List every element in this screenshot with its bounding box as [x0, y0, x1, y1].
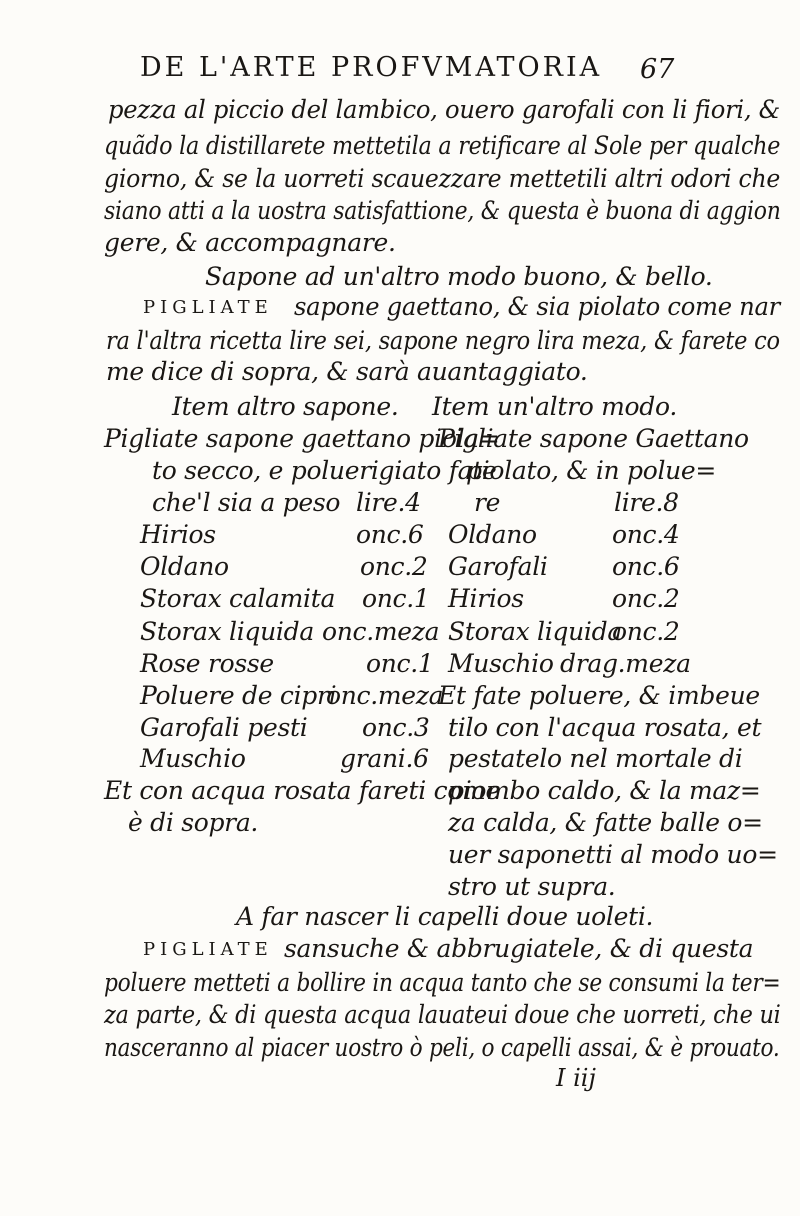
running-title: DE L'ARTE PROFVMATORIA: [140, 52, 603, 83]
text-line: siano atti a la uostra satisfattione, & questa è buona di aggion: [104, 196, 781, 225]
left-ingredient-qty: onc.meza: [322, 617, 440, 646]
left-ingredient-qty: onc.6: [356, 520, 424, 549]
section-heading: A far nascer li capelli doue uoleti.: [236, 902, 654, 931]
signature-mark: I iij: [556, 1064, 596, 1092]
right-ingredient-qty: onc.2: [612, 617, 680, 646]
left-intro-line: Pigliate sapone gaettano piola=: [104, 424, 500, 453]
text-line: sansuche & abbrugiatele, & di questa: [284, 934, 754, 963]
initial-word: PIGLIATE: [143, 939, 273, 960]
right-recipe-title: Item un'altro modo.: [432, 392, 677, 421]
text-line: quãdo la distillarete mettetila a retificare al Sole per qualche: [104, 131, 781, 160]
left-ingredient-name: Rose rosse: [140, 649, 274, 678]
left-ingredient-name: Garofali pesti: [140, 713, 308, 742]
text-line: giorno, & se la uorreti scauezzare mettetili altri odori che: [104, 164, 781, 193]
left-ingredient-name: Poluere de cipri: [140, 681, 337, 710]
page-number: 67: [640, 54, 675, 85]
left-ingredient-name: che'l sia a peso: [152, 488, 341, 517]
left-ingredient-qty: onc.1: [362, 584, 430, 613]
right-intro-line: Pigliate sapone Gaettano: [438, 424, 749, 453]
right-ingredient-name: re: [474, 488, 501, 517]
right-ingredient-name: Oldano: [448, 520, 537, 549]
text-line: pezza al piccio del lambico, ouero garofali con li fiori, &: [108, 95, 780, 124]
right-outro-line: za calda, & fatte balle o=: [448, 808, 763, 837]
right-outro-line: Et fate poluere, & imbeue: [438, 681, 760, 710]
text-line: sapone gaettano, & sia piolato come nar: [294, 292, 780, 321]
right-ingredient-name: Hirios: [448, 584, 524, 613]
right-ingredient-qty: onc.6: [612, 552, 680, 581]
right-outro-line: pestatelo nel mortale di: [448, 744, 743, 773]
right-intro-line: piolato, & in polue=: [466, 456, 717, 485]
text-line: me dice di sopra, & sarà auantaggiato.: [106, 357, 588, 386]
right-ingredient-qty: onc.4: [612, 520, 680, 549]
text-line: za parte, & di questa acqua lauateui doue che uorreti, che ui: [104, 1000, 781, 1029]
right-ingredient-name: Storax liquida: [448, 617, 622, 646]
left-ingredient-name: Oldano: [140, 552, 229, 581]
left-intro-line: to secco, e poluerigiato fate: [152, 456, 497, 485]
right-ingredient-qty: onc.2: [612, 584, 680, 613]
left-ingredient-qty: grani.6: [340, 744, 429, 773]
right-outro-line: tilo con l'acqua rosata, et: [448, 713, 762, 742]
left-ingredient-name: Muschio: [140, 744, 246, 773]
left-ingredient-qty: lire.4: [356, 488, 421, 517]
text-line: gere, & accompagnare.: [104, 228, 396, 257]
left-ingredient-name: Storax liquida: [140, 617, 314, 646]
right-ingredient-name: Muschio: [448, 649, 554, 678]
right-outro-line: uer saponetti al modo uo=: [448, 840, 778, 869]
right-ingredient-name: Garofali: [448, 552, 548, 581]
left-ingredient-name: Hirios: [140, 520, 216, 549]
right-ingredient-qty: drag.meza: [560, 649, 691, 678]
text-line: nasceranno al piacer uostro ò peli, o capelli assai, & è prouato.: [104, 1033, 780, 1062]
text-line: poluere metteti a bollire in acqua tanto che se consumi la ter=: [104, 968, 781, 997]
left-recipe-title: Item altro sapone.: [172, 392, 399, 421]
left-outro-line: è di sopra.: [128, 808, 259, 837]
right-ingredient-qty: lire.8: [614, 488, 679, 517]
left-outro-line: Et con acqua rosata fareti come: [104, 776, 500, 805]
right-outro-line: piombo caldo, & la maz=: [448, 776, 761, 805]
left-ingredient-qty: onc.3: [362, 713, 430, 742]
left-ingredient-qty: onc.meza: [326, 681, 444, 710]
left-ingredient-qty: onc.1: [366, 649, 434, 678]
left-ingredient-qty: onc.2: [360, 552, 428, 581]
right-outro-line: stro ut supra.: [448, 872, 616, 901]
section-heading: Sapone ad un'altro modo buono, & bello.: [205, 262, 713, 291]
initial-word: PIGLIATE: [143, 297, 273, 318]
left-ingredient-name: Storax calamita: [140, 584, 336, 613]
text-line: ra l'altra ricetta lire sei, sapone negro lira meza, & farete co: [106, 326, 780, 355]
